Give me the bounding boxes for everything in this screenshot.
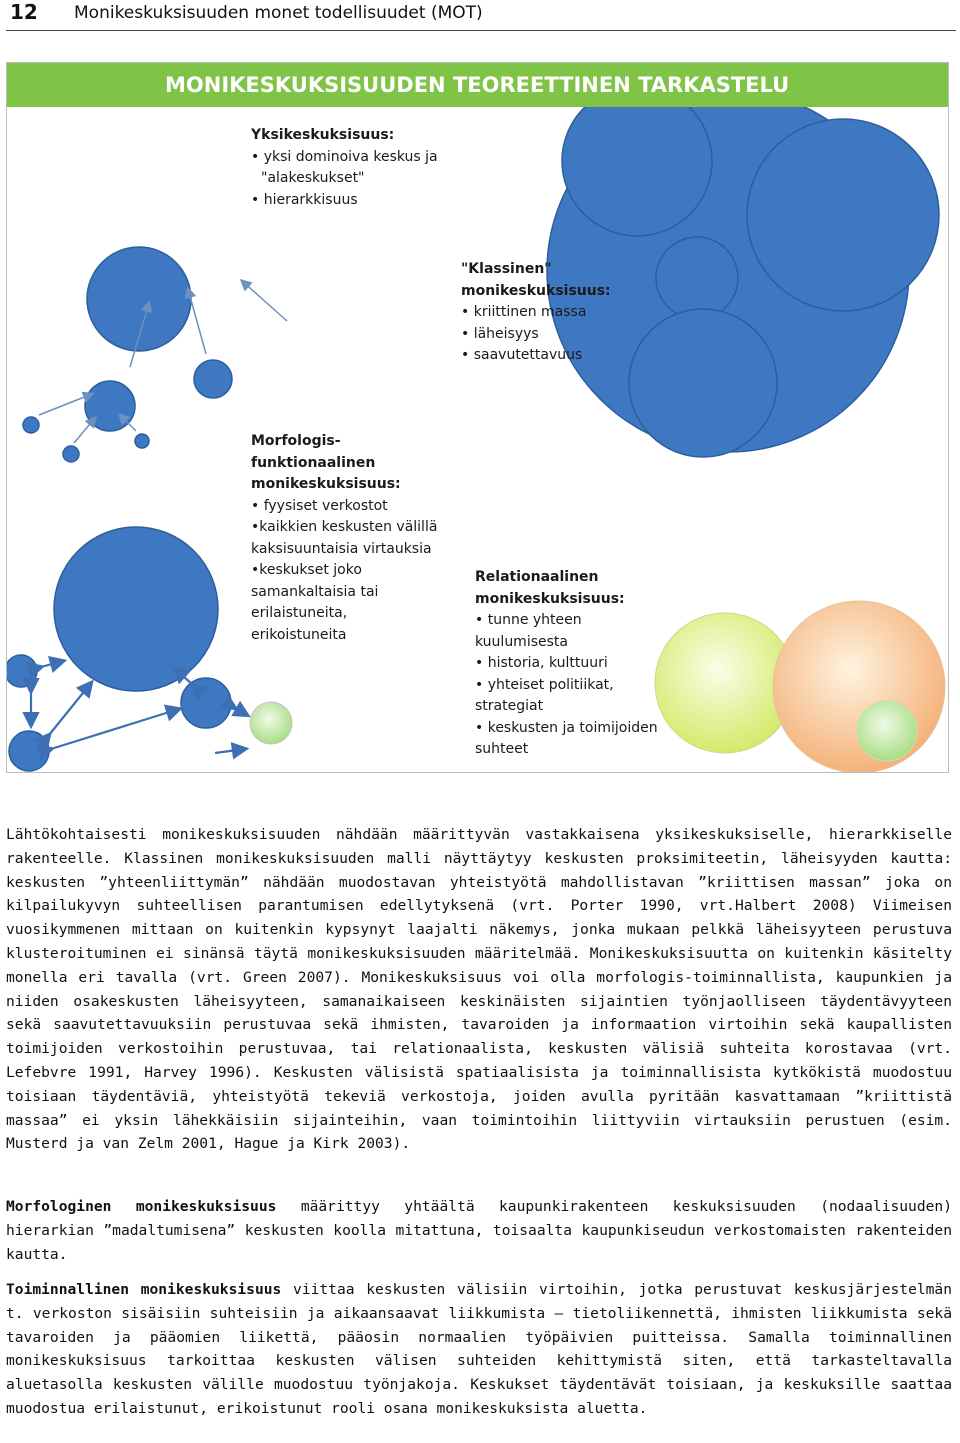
- monocentric-item: "alakeskukset": [261, 170, 365, 186]
- sub-center-circle: [194, 360, 232, 398]
- classic-text: [461, 259, 611, 367]
- morphofunctional-heading-line: Morfologis-: [251, 433, 341, 449]
- relational-item: suhteet: [475, 741, 529, 757]
- classic-item: • kriittinen massa: [461, 304, 587, 320]
- network-center-circle: [7, 655, 37, 687]
- hierarchy-arrow: [39, 394, 92, 415]
- monocentric-item: • yksi dominoiva keskus ja: [251, 148, 438, 165]
- cluster-circle: [629, 309, 777, 457]
- two-way-arrow: [51, 709, 179, 749]
- paragraph-text: viittaa keskusten välisiin virtoihin, jotka perustuvat keskusjärjestelmän t. verkoston sisäisiin suhteisiin ja aikaansaavat liikkumista – tietoliikennettä, ihmisten liikkumista sekä tavaroiden ja pääomien liikettä, pääosin normaalien työpäivien puitteissa. Samalla toiminnallinen monikeskuksisuus tarkoittaa keskusten välisen suhteiden kehittymistä siten, että tarkasteltavalla aluetasolla keskusten välille muodostuu työnjakoja. Keskukset täydentävät toisiaan, ja keskuksille saattaa muodostua erilaistunut, erikoistunut rooli osana monikeskuksista aluetta.: [6, 1281, 952, 1417]
- small-center-circle: [63, 446, 79, 462]
- two-way-arrow: [215, 749, 245, 753]
- morphofunctional-heading-line: funktionaalinen: [251, 454, 376, 471]
- two-way-arrow: [49, 683, 91, 735]
- relational-circle: [857, 701, 917, 761]
- page-header: [6, 0, 956, 31]
- morphofunctional-item: samankaltaisia tai: [251, 583, 379, 600]
- hierarchy-arrow: [188, 289, 206, 354]
- morphofunctional-item: erikoistuneita: [251, 626, 347, 643]
- monocentric-circles: [23, 247, 232, 462]
- paragraph-text: määrittyy yhtäältä kaupunkirakenteen keskuksisuuden (nodaalisuuden) hierarkian ”madaltumisena” keskusten koolla mitattuna, toisaalta kaupunkiseudun verkostomaisten rakenteiden kautta.: [6, 1198, 952, 1263]
- classic-heading-line: monikeskuksisuus:: [461, 282, 611, 299]
- relational-item: strategiat: [475, 698, 544, 714]
- body-paragraph: [6, 1195, 952, 1266]
- theory-figure: [6, 62, 949, 773]
- relational-item: • tunne yhteen: [475, 612, 582, 628]
- network-center-circle: [54, 527, 218, 691]
- morphofunctional-item: • fyysiset verkostot: [251, 497, 388, 514]
- monocentric-text: [251, 125, 438, 211]
- network-center-circle: [9, 731, 49, 771]
- monocentric-heading: Yksikeskuksisuus:: [251, 127, 395, 143]
- relational-item: • keskusten ja toimijoiden: [475, 719, 658, 736]
- relational-text: [475, 567, 658, 761]
- term-functional: Toiminnallinen monikeskuksisuus: [6, 1281, 282, 1298]
- hierarchy-arrow: [74, 418, 95, 443]
- two-way-arrow: [41, 661, 63, 667]
- morphofunctional-text: [251, 431, 437, 646]
- relational-item: kuulumisesta: [475, 633, 568, 650]
- relational-item: • yhteiset politiikat,: [475, 676, 614, 693]
- relational-heading-line: monikeskuksisuus:: [475, 590, 625, 607]
- relational-circle: [773, 601, 945, 772]
- morphofunctional-heading-line: monikeskuksisuus:: [251, 476, 401, 492]
- relational-circles: [655, 601, 945, 772]
- body-paragraph: Lähtökohtaisesti monikeskuksisuuden nähdään määrittyvän vastakkaisena yksikeskuksiselle, hierarkkiselle rakenteelle. Klassinen monikeskuksisuuden malli näyttäytyy keskusten proksimiteetin, läheisyyden kautta: keskusten ”yhteenliittymän” nähdään muodostavan yhteistyötä mahdollistavan ”kriittisen massan” joka on kilpailukyvyn suhteellisen parantumisen edellytyksenä (vrt. Porter 1990, vrt.Halbert 2008) Viimeisen vuosikymmenen mittaan on kuitenkin kypsynyt laajalti näkemys, jonka mukaan pelkkä läheisyyteen perustuva klusteroituminen ei sinänsä täytä monikeskuksisuuden määritelmää. Monikeskuksisuutta on kuitenkin käsitelty monella eri tavalla (vrt. Green 2007). Monikeskuksisuus voi olla morfologis-toiminnallista, kaupunkien ja niiden osakeskusten läheisyyteen, samanaikaiseen keskinäisten sijaintien työnjaolliseen täydentävyyteen sekä saavutettavuuksiin perustuvaa sekä ihmisten, tavaroiden ja informaation virtoihin sekä kaupallisten toimijoiden verkostoihin perustuvaa, tai relationaalista, keskusten välisiä suhteita korostavaa (vrt. Lefebvre 1991, Harvey 1996). Keskusten välisistä spatiaalisista ja toiminnallisista kytkökistä muodostuu toisiaan täydentäviä, yhteistyötä tekeviä verkostoja, joiden avulla pyritään kasvattamaan ”kriittistä massaa” ei yksin lähekkäisiin sijainteihin, vaan toimintoihin liittyviin virtauksiin perustuen (esim. Musterd ja van Zelm 2001, Hague ja Kirk 2003).: [6, 826, 952, 1153]
- figure-banner: MONIKESKUKSISUUDEN TEOREETTINEN TARKASTELU: [7, 63, 948, 107]
- small-center-circle: [135, 434, 149, 448]
- page-number: 12: [10, 0, 38, 24]
- two-way-arrow: [235, 708, 247, 715]
- term-morphological: Morfologinen monikeskuksisuus: [6, 1198, 277, 1215]
- classic-item: • saavutettavuus: [461, 347, 583, 363]
- monocentric-item: • hierarkkisuus: [251, 191, 358, 208]
- morphofunctional-item: kaksisuuntaisia virtauksia: [251, 540, 432, 557]
- classic-heading-line: "Klassinen": [461, 261, 552, 277]
- small-center-circle: [23, 417, 39, 433]
- relational-heading-line: Relationaalinen: [475, 569, 599, 585]
- hierarchy-arrow: [242, 281, 287, 321]
- cluster-circle: [747, 119, 939, 311]
- network-center-circle: [181, 678, 231, 728]
- relational-item: • historia, kulttuuri: [475, 655, 608, 671]
- morphofunctional-item: •kaikkien keskusten välillä: [251, 519, 438, 535]
- classic-item: • läheisyys: [461, 325, 539, 342]
- body-paragraph: [6, 1278, 952, 1421]
- cluster-circle: [562, 86, 712, 236]
- relational-node-circle: [250, 702, 292, 744]
- morphofunctional-item: erilaistuneita,: [251, 605, 348, 621]
- morphofunctional-item: •keskukset joko: [251, 562, 362, 578]
- cluster-circle: [656, 237, 738, 319]
- running-title: Monikeskuksisuuden monet todellisuudet (MOT): [74, 3, 483, 23]
